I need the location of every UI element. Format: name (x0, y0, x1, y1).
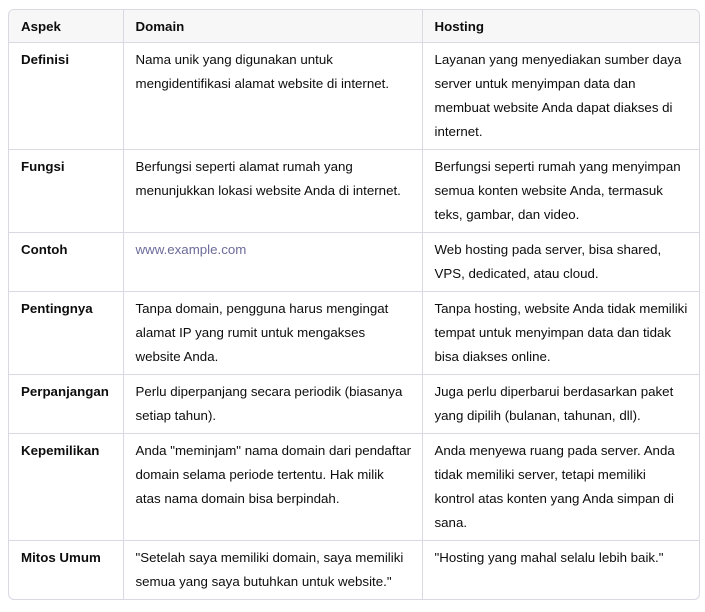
header-aspek: Aspek (9, 10, 123, 43)
row-domain-cell: Berfungsi seperti alamat rumah yang menunjukkan lokasi website Anda di internet. (123, 150, 422, 233)
comparison-table (9, 10, 699, 599)
row-aspect-cell: Contoh (9, 233, 123, 292)
row-domain-cell: Nama unik yang digunakan untuk mengidentifikasi alamat website di internet. (123, 43, 422, 150)
table-row (9, 233, 699, 292)
row-aspect-cell: Mitos Umum (9, 541, 123, 600)
table-header-row (9, 10, 699, 43)
example-domain-link[interactable]: www.example.com (135, 242, 247, 257)
header-domain: Domain (123, 10, 422, 43)
table-row (9, 292, 699, 375)
row-hosting-cell: Juga perlu diperbarui berdasarkan paket yang dipilih (bulanan, tahunan, dll). (422, 375, 699, 434)
row-aspect-cell: Pentingnya (9, 292, 123, 375)
row-domain-cell: Tanpa domain, pengguna harus mengingat alamat IP yang rumit untuk mengakses website Anda. (123, 292, 422, 375)
row-aspect-cell: Perpanjangan (9, 375, 123, 434)
table-row (9, 150, 699, 233)
table-row (9, 434, 699, 541)
header-hosting: Hosting (422, 10, 699, 43)
row-aspect-cell: Definisi (9, 43, 123, 150)
row-aspect-cell: Fungsi (9, 150, 123, 233)
row-hosting-cell: Layanan yang menyediakan sumber daya server untuk menyimpan data dan membuat website Anda dapat diakses di internet. (422, 43, 699, 150)
row-domain-cell: Anda "meminjam" nama domain dari pendaftar domain selama periode tertentu. Hak milik atas nama domain bisa berpindah. (123, 434, 422, 541)
row-hosting-cell: Tanpa hosting, website Anda tidak memiliki tempat untuk menyimpan data dan tidak bisa diakses online. (422, 292, 699, 375)
row-hosting-cell: Web hosting pada server, bisa shared, VPS, dedicated, atau cloud. (422, 233, 699, 292)
table-row (9, 541, 699, 600)
comparison-table-container (8, 9, 700, 600)
row-domain-cell: "Setelah saya memiliki domain, saya memiliki semua yang saya butuhkan untuk website." (123, 541, 422, 600)
row-hosting-cell: Berfungsi seperti rumah yang menyimpan semua konten website Anda, termasuk teks, gambar, dan video. (422, 150, 699, 233)
row-hosting-cell: "Hosting yang mahal selalu lebih baik." (434, 550, 664, 565)
row-domain-cell: Perlu diperpanjang secara periodik (biasanya setiap tahun). (123, 375, 422, 434)
row-hosting-cell: Anda menyewa ruang pada server. Anda tidak memiliki server, tetapi memiliki kontrol atas konten yang Anda simpan di sana. (422, 434, 699, 541)
row-domain-cell (123, 233, 422, 292)
row-aspect-cell: Kepemilikan (9, 434, 123, 541)
table-row (9, 375, 699, 434)
table-row (9, 43, 699, 150)
